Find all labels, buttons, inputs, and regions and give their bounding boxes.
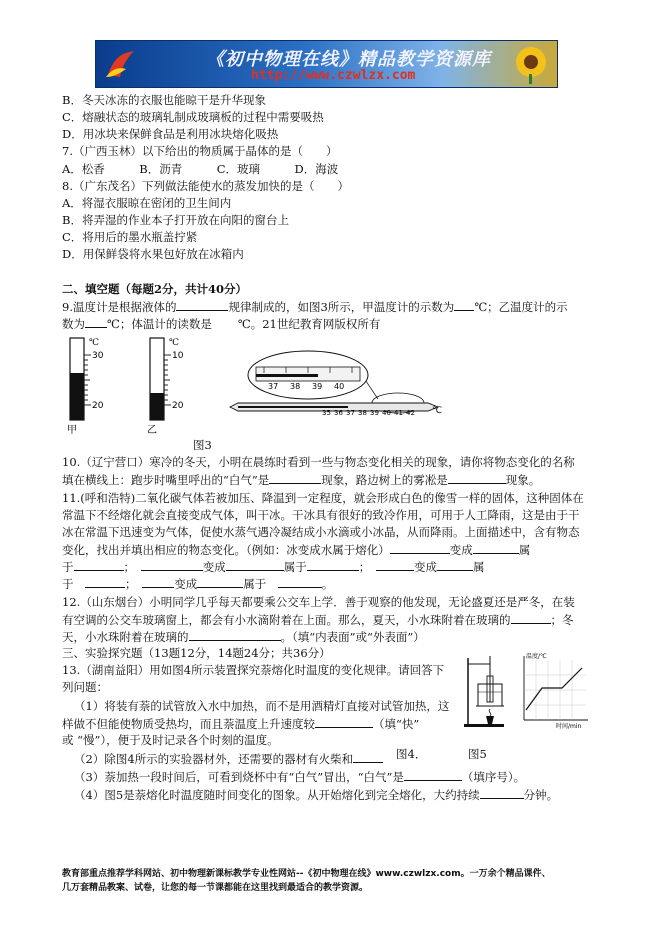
q11-line3: 冰在常温下迅速变为气体，促使水蒸气遇冷凝结成小水滴或小冰晶，从而降雨。上面描述中，含有物态 <box>62 525 580 539</box>
q9-line1: 9.温度计是根据液体的 规律制成的，如图3所示，甲温度计的示数为 ℃；乙温度计的示 <box>62 300 568 314</box>
svg-text:℃: ℃ <box>432 406 443 416</box>
svg-text:39: 39 <box>312 382 323 391</box>
q8-stem: 8.（广东茂名）下列做法能使水的蒸发加快的是（ ） <box>62 179 349 193</box>
svg-text:35: 35 <box>322 409 331 417</box>
svg-text:38: 38 <box>358 409 367 417</box>
q10-line2: 填在横线上：跑步时嘴里呼出的“白气”是 现象，路边树上的雾凇是 现象。 <box>62 473 541 487</box>
svg-text:℃: ℃ <box>169 338 180 348</box>
q11-line4: 变化，找出并填出相应的物态变化。（例如：冰变成水属于熔化） 变成 属 <box>62 543 531 557</box>
q7-stem: 7.（广西玉林）以下给出的物质属于晶体的是（ ） <box>62 144 338 158</box>
q7-options: A．松香 B．沥青 C．玻璃 D．海波 <box>62 162 339 176</box>
clinical-thermometer-figure <box>228 345 460 425</box>
q13-2: （2）除图4所示的实验器材外，还需要的器材有火柴和 <box>74 750 383 767</box>
q12-line2: 有空调的公交车玻璃窗上，都会有小水滴附着在上面。那么，夏天，小水珠附着在玻璃的 ；冬 <box>62 613 574 627</box>
q12-line3: 天，小水珠附着在玻璃的 。（填“内表面”或“外表面”） <box>62 630 425 644</box>
q10-line1: 10.（辽宁营口）寒冷的冬天，小明在晨练时看到一些与物态变化相关的现象，请你将物态变化的名称 <box>62 455 575 469</box>
svg-text:时间/min: 时间/min <box>556 723 582 730</box>
svg-text:40: 40 <box>382 409 391 417</box>
q13-1-line1: （1）将装有萘的试管放入水中加热，而不是用酒精灯直接对试管加热，这 <box>74 699 450 713</box>
thermometer-jia-yi-figure <box>60 335 200 435</box>
svg-text:40: 40 <box>334 382 345 391</box>
q12-line1: 12.（山东烟台）小明同学几乎每天都要乘公交车上学．善于观察的他发现，无论盛夏还是严冬，在装 <box>62 595 575 609</box>
svg-text:38: 38 <box>290 382 301 391</box>
q6-option-b: B．冬天冰冻的衣服也能晾干是升华现象 <box>62 93 266 107</box>
section2-heading: 二、填空题（每题2分，共计40分） <box>62 282 248 296</box>
q11-line6: 于 ； 变成 属于 。 <box>62 577 334 591</box>
footer-line1: 教育部重点推荐学科网站、初中物理新课标教学专业性网站--《初中物理在线》www.czwlzx.com。一万余个精品课件、 <box>62 869 551 879</box>
q11-line5: 于 ； 变成 属于 ； 变成 属 <box>62 560 485 574</box>
q6-option-c: C．熔融状态的玻璃轧制成玻璃板的过程中需要吸热 <box>62 110 324 124</box>
svg-text:30: 30 <box>92 351 104 361</box>
svg-text:甲: 甲 <box>67 425 77 435</box>
svg-text:温度/℃: 温度/℃ <box>526 653 547 660</box>
q8-option-a: A．将湿衣服晾在密闭的卫生间内 <box>62 196 232 210</box>
q13-3: （3）萘加热一段时间后，可看到烧杯中有“白气”冒出，“白气”是 （填序号）。 <box>74 770 526 784</box>
q13-line1: 13.（湖南益阳）用如图4所示装置探究萘熔化时温度的变化规律。请回答下 <box>62 663 445 677</box>
q13-4: （4）图5是萘熔化时温度随时间变化的图象。从开始熔化到完全熔化，大约持续 分钟。 <box>74 788 559 802</box>
q8-option-d: D．用保鲜袋将水果包好放在冰箱内 <box>62 247 244 261</box>
q13-line2: 列问题： <box>62 680 108 694</box>
svg-text:37: 37 <box>268 382 279 391</box>
svg-text:℃: ℃ <box>89 338 100 348</box>
q6-option-d: D．用冰块来保鲜食品是利用冰块熔化吸热 <box>62 127 279 141</box>
svg-text:37: 37 <box>346 409 355 417</box>
heating-apparatus-figure <box>460 654 516 728</box>
fig5-caption: 图5 <box>468 747 487 761</box>
q11-line1: 11.(呼和浩特)二氧化碳气体若被加压、降温到一定程度，就会形成白色的像雪一样的固体，这种固体在 <box>62 491 584 505</box>
temperature-time-graph <box>516 650 592 730</box>
q8-option-c: C．将用后的墨水瓶盖拧紧 <box>62 230 198 244</box>
banner-url[interactable]: http://www.czwlzx.com <box>251 68 416 83</box>
q11-line2: 常温下不经熔化就会直接变成气体，叫干冰。干冰具有很好的致冷作用，可用于人工降雨，这是由于干 <box>62 508 580 522</box>
svg-text:20: 20 <box>172 401 184 411</box>
section3-heading: 三、实验探究题（13题12分，14题24分；共36分） <box>62 646 331 660</box>
footer-line2: 几万套精品教案、试卷，让您的每一节课都能在这里找到最适合的教学资源。 <box>62 883 369 893</box>
header-banner <box>95 40 558 88</box>
fig3-caption: 图3 <box>193 438 212 452</box>
q8-option-b: B．将弄湿的作业本子打开放在向阳的窗台上 <box>62 213 289 227</box>
svg-text:41: 41 <box>394 409 403 417</box>
svg-text:乙: 乙 <box>147 425 157 435</box>
svg-text:39: 39 <box>370 409 379 417</box>
q13-1-line3: 或 “慢”），便于及时记录各个时刻的温度。 <box>62 733 279 747</box>
sunflower-icon <box>509 44 553 84</box>
q13-1-line2: 样做不但能使物质受热均，而且萘温度上升速度较 （填“快” <box>62 717 420 731</box>
banner-title: 《初中物理在线》精品教学资源库 <box>206 49 491 70</box>
svg-text:42: 42 <box>406 409 415 417</box>
q9-line2: 数为 ℃；体温计的读数是 ℃。21世纪教育网版权所有 <box>62 317 381 331</box>
logo-icon <box>104 47 138 81</box>
fig4-caption: 图4． <box>396 747 427 761</box>
svg-text:10: 10 <box>172 351 184 361</box>
svg-text:36: 36 <box>334 409 343 417</box>
svg-text:20: 20 <box>92 401 104 411</box>
